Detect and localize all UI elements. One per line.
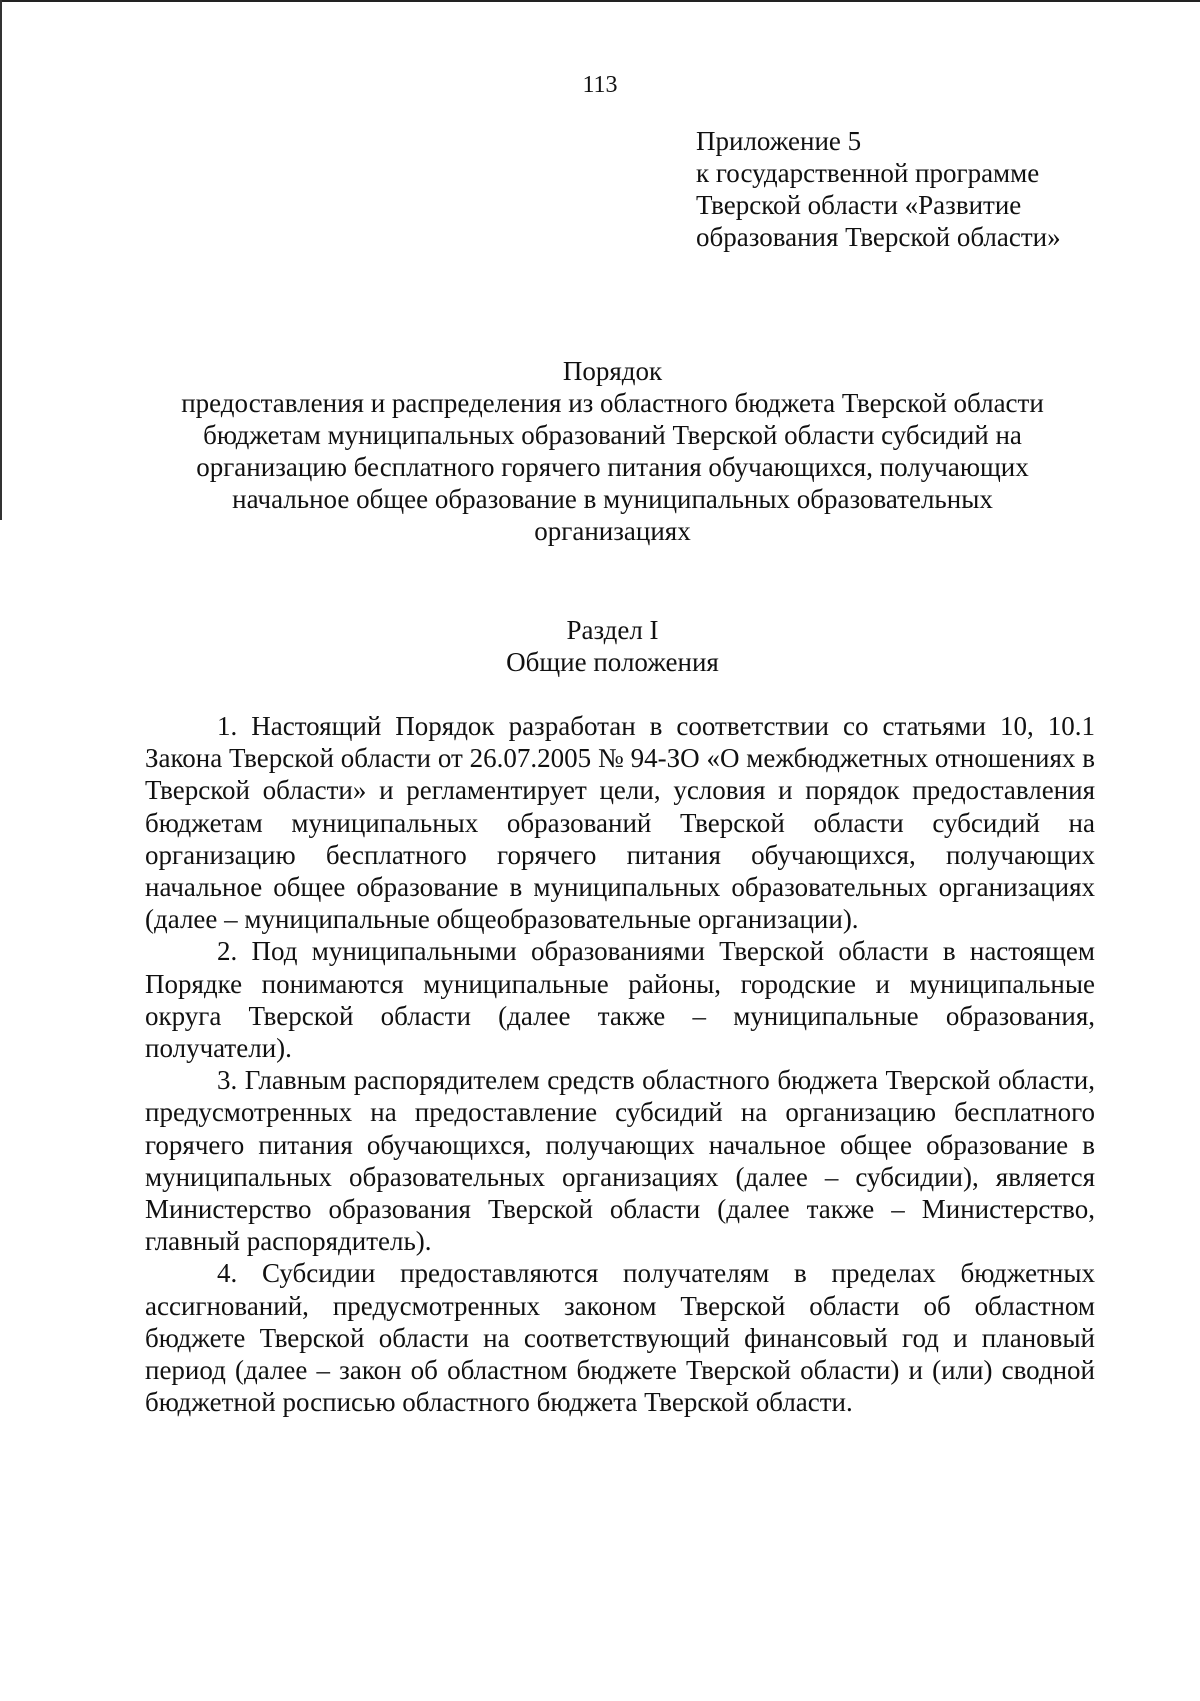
title-line: начальное общее образование в муниципальных образовательных — [232, 484, 993, 514]
appendix-line: к государственной программе — [696, 158, 1040, 188]
paragraph: 1. Настоящий Порядок разработан в соответствии со статьями 10, 10.1 Закона Тверской области от 26.07.2005 № 94-ЗО «О межбюджетных отношениях в Тверской области» и регламентирует цели, условия и порядок предоставления бюджетам муниципальных образований Тверской области субсидий на организацию бесплатного горячего питания обучающихся, получающих начальное общее образование в муниципальных образовательных организациях (далее – муниципальные общеобразовательные организации). — [145, 711, 1095, 935]
section-name: Общие положения — [506, 647, 719, 677]
title-line: бюджетам муниципальных образований Тверской области субсидий на — [203, 420, 1022, 450]
document-title — [150, 355, 1075, 547]
appendix-line: Приложение 5 — [696, 126, 862, 156]
scan-left-edge — [0, 0, 2, 520]
title-line: организациях — [534, 516, 691, 546]
title-word: Порядок — [562, 356, 663, 386]
title-line: организацию бесплатного горячего питания обучающихся, получающих — [196, 452, 1029, 482]
title-line: предоставления и распределения из областного бюджета Тверской области — [181, 388, 1044, 418]
paragraph: 3. Главным распорядителем средств областного бюджета Тверской области, предусмотренных на предоставление субсидий на организацию бесплатного горячего питания обучающихся, получающих начальное общее образование в муниципальных образовательных организациях (далее – субсидии), является Министерство образования Тверской области (далее также – Министерство, главный распорядитель). — [145, 1065, 1095, 1257]
section-heading — [150, 614, 1075, 678]
appendix-line: образования Тверской области» — [696, 222, 1061, 252]
section-number: Раздел I — [566, 615, 659, 645]
scan-top-edge — [0, 0, 1200, 2]
body-text — [145, 710, 1095, 1418]
appendix-line: Тверской области «Развитие — [696, 190, 1022, 220]
paragraph: 2. Под муниципальными образованиями Тверской области в настоящем Порядке понимаются муниципальные районы, городские и муниципальные округа Тверской области (далее также – муниципальные образования, получатели). — [145, 936, 1095, 1064]
appendix-block — [696, 125, 1166, 253]
paragraph: 4. Субсидии предоставляются получателям в пределах бюджетных ассигнований, предусмотренных законом Тверской области об областном бюджете Тверской области на соответствующий финансовый год и плановый период (далее – закон об областном бюджете Тверской области) и (или) сводной бюджетной росписью областного бюджета Тверской области. — [145, 1258, 1095, 1418]
page-number: 113 — [582, 72, 618, 98]
